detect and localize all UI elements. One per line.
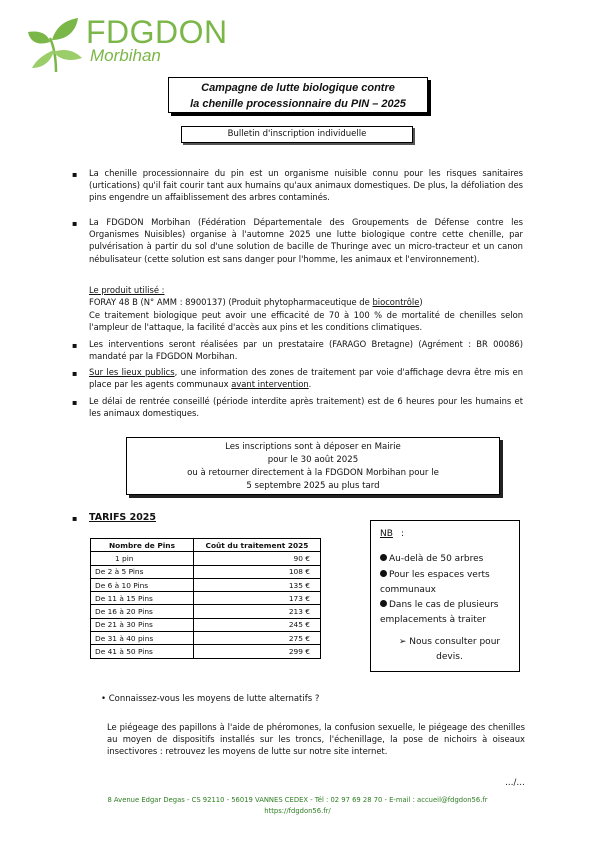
deposit-line-1: Les inscriptions sont à déposer en Mairie xyxy=(225,442,401,452)
paragraph-public-places: Sur les lieux publics, une information des zones de traitement par voie d'affichage devra être mis en place par les agents communaux avant intervention. xyxy=(89,367,524,390)
tarifs-title: TARIFS 2025 xyxy=(89,512,157,523)
table-row xyxy=(91,592,321,605)
table-header-row xyxy=(91,539,321,552)
bullet-dot-icon: • xyxy=(101,694,109,704)
deposit-box xyxy=(126,437,500,495)
table-cell: 275 € xyxy=(194,632,321,645)
table-cell: 90 € xyxy=(194,552,321,565)
bullet-icon: ▪ xyxy=(72,398,78,407)
nb-item: Au-delà de 50 arbres xyxy=(380,552,516,567)
paragraph-intro: La chenille processionnaire du pin est un organisme nuisible connu pour les risques sanitaires (urtications) qu'il fait courir tant aux humains qu'aux animaux domestiques. De plus, la défoliation des pins engendre un affaiblissement des arbres contaminés. xyxy=(89,168,523,203)
paragraph-interventions: Les interventions seront réalisées par un prestataire (FARAGO Bretagne) (Agrément : BR 00086) mandaté par la FDGDON Morbihan. xyxy=(89,339,523,362)
table-row xyxy=(91,632,321,645)
leaf-logo-icon xyxy=(26,12,88,74)
table-cell: 213 € xyxy=(194,605,321,618)
column-header: Nombre de Pins xyxy=(91,539,194,552)
alternatives-text: Le piégeage des papillons à l'aide de phéromones, la confusion sexuelle, le piégeage des chenilles au moyen de dispositifs installés sur les troncs, l'échenillage, la pose de nichoirs à oiseaux insectivores : retrouvez les moyens de lutte sur notre site internet. xyxy=(107,722,525,757)
table-cell: 1 pin xyxy=(91,552,194,565)
bullet-icon: ▪ xyxy=(72,369,78,378)
column-header: Coût du traitement 2025 xyxy=(194,539,321,552)
table-row xyxy=(91,645,321,658)
nb-colon: : xyxy=(401,529,405,539)
product-name: FORAY 48 B (N° AMM : 8900137) (Produit phytopharmaceutique de biocontrôle) xyxy=(89,297,423,307)
deposit-line-3: ou à retourner directement à la FDGDON Morbihan pour le xyxy=(187,468,439,478)
alternatives-question: • Connaissez-vous les moyens de lutte alternatifs ? xyxy=(101,694,320,704)
table-cell: 108 € xyxy=(194,565,321,578)
table-cell: De 11 à 15 Pins xyxy=(91,592,194,605)
bullet-icon: ▪ xyxy=(72,514,78,523)
arrow-right-icon: ➢ xyxy=(398,637,410,647)
table-cell: 245 € xyxy=(194,618,321,631)
footer-website: https://fdgdon56.fr/ xyxy=(264,807,331,815)
deposit-line-4: 5 septembre 2025 au plus tard xyxy=(246,481,380,491)
table-cell: 299 € xyxy=(194,645,321,658)
title-line-2: la chenille processionnaire du PIN – 2025 xyxy=(190,98,406,110)
table-row xyxy=(91,578,321,591)
table-row xyxy=(91,605,321,618)
nb-label: NB xyxy=(380,529,393,539)
table-cell: 135 € xyxy=(194,578,321,591)
nb-item: Pour les espaces verts communaux xyxy=(380,570,490,595)
paragraph-campaign: La FDGDON Morbihan (Fédération Départementale des Groupements de Défense contre les Organismes Nuisibles) organise à l'automne 2025 une lutte biologique contre cette chenille, par pulvérisation à partir du sol d'une solution de bacille de Thuringe avec un micro-tracteur et un canon nébulisateur (cette solution est sans danger pour l'homme, les animaux et l'environnement). xyxy=(89,217,523,264)
table-cell: De 16 à 20 Pins xyxy=(91,605,194,618)
bullet-dot-icon xyxy=(380,570,387,577)
table-cell: De 41 à 50 Pins xyxy=(91,645,194,658)
table-row xyxy=(91,565,321,578)
table-row xyxy=(91,618,321,631)
table-cell: De 2 à 5 Pins xyxy=(91,565,194,578)
bullet-icon: ▪ xyxy=(72,170,78,179)
price-table xyxy=(90,538,321,659)
logo xyxy=(26,12,228,74)
logo-title: FDGDON xyxy=(86,14,228,50)
nb-item: Dans le cas de plusieurs emplacements à traiter xyxy=(380,600,499,625)
campaign-title-box xyxy=(168,77,428,113)
table-cell: De 31 à 40 pins xyxy=(91,632,194,645)
bullet-icon: ▪ xyxy=(72,219,78,228)
table-cell: De 6 à 10 Pins xyxy=(91,578,194,591)
nb-box xyxy=(370,520,520,672)
nb-contact: ➢ Nous consulter pour devis. xyxy=(398,637,501,662)
subtitle-box: Bulletin d'inscription individuelle xyxy=(181,126,413,143)
deposit-line-2: pour le 30 août 2025 xyxy=(267,455,359,465)
title-line-1: Campagne de lutte biologique contre xyxy=(201,82,395,94)
table-row xyxy=(91,552,321,565)
footer xyxy=(40,795,555,817)
logo-subtitle: Morbihan xyxy=(90,46,161,65)
footer-address: 8 Avenue Edgar Degas - CS 92110 - 56019 VANNES CEDEX - Tél : 02 97 69 28 70 - E-mail : accueil@fdgdon56.fr xyxy=(107,796,488,804)
bullet-dot-icon xyxy=(380,554,387,561)
bullet-dot-icon xyxy=(380,600,387,607)
table-cell: 173 € xyxy=(194,592,321,605)
product-label: Le produit utilisé : xyxy=(89,285,165,295)
paragraph-reentry: Le délai de rentrée conseillé (période interdite après traitement) est de 6 heures pour les humains et les animaux domestiques. xyxy=(89,396,523,419)
table-cell: De 21 à 30 Pins xyxy=(91,618,194,631)
product-description: Ce traitement biologique peut avoir une efficacité de 70 à 100 % de mortalité de chenilles selon l'ampleur de l'attaque, la facilité d'accès aux pins et les conditions climatiques. xyxy=(89,310,523,333)
page-continuation: …/… xyxy=(505,778,525,788)
bullet-icon: ▪ xyxy=(72,341,78,350)
